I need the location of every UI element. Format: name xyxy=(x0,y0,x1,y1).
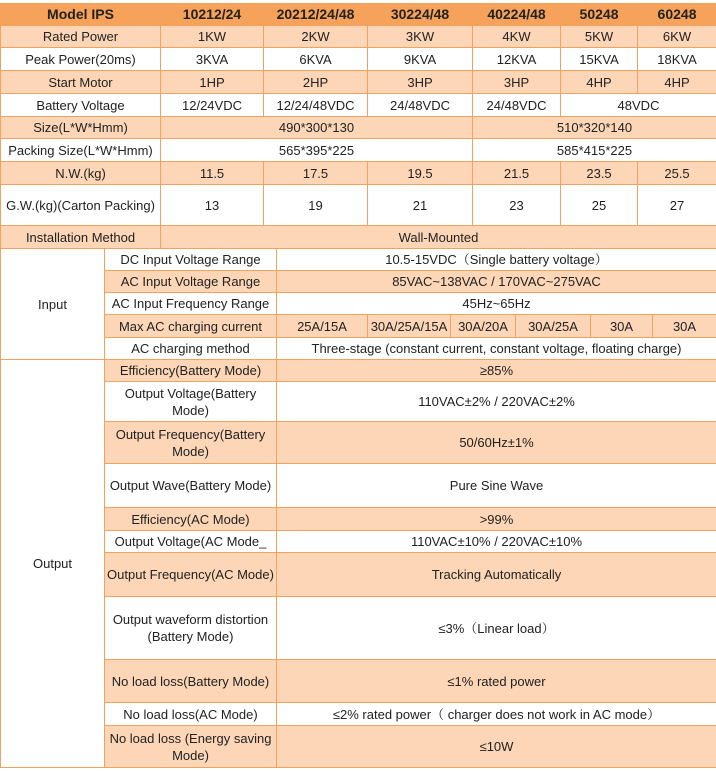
output-param-value: ≤10W xyxy=(277,726,716,768)
spec-value: 4HP xyxy=(638,71,716,94)
input-param-value: Three-stage (constant current, constant voltage, floating charge) xyxy=(277,338,716,360)
output-param-label: Output Frequency(AC Mode) xyxy=(105,553,277,597)
rated-power-row xyxy=(1,26,716,48)
output-row xyxy=(1,464,716,508)
output-param-label: Efficiency(Battery Mode) xyxy=(105,360,277,382)
spec-value: Wall-Mounted xyxy=(161,226,716,249)
spec-value: 585*415*225 xyxy=(473,139,716,162)
input-param-value: 45Hz~65Hz xyxy=(277,293,716,315)
output-row xyxy=(1,703,716,726)
output-row xyxy=(1,726,716,768)
charging-current-value: 30A xyxy=(591,315,653,338)
spec-value: 13 xyxy=(161,185,264,226)
input-param-label: AC Input Frequency Range xyxy=(105,293,277,315)
output-param-value: 110VAC±10% / 220VAC±10% xyxy=(277,531,716,553)
output-param-value: ≤2% rated power（ charger does not work in AC mode） xyxy=(277,703,716,726)
output-param-value: ≤1% rated power xyxy=(277,660,716,703)
spec-value: 12/24VDC xyxy=(161,94,264,117)
model-column-header: 10212/24 xyxy=(161,4,264,26)
spec-value: 19.5 xyxy=(368,162,473,185)
charging-current-value: 25A/15A xyxy=(277,315,368,338)
spec-value: 25.5 xyxy=(638,162,716,185)
input-param-label: AC Input Voltage Range xyxy=(105,271,277,293)
spec-value: 27 xyxy=(638,185,716,226)
row-label: Peak Power(20ms) xyxy=(1,48,161,71)
output-param-value: Tracking Automatically xyxy=(277,553,716,597)
spec-value: 11.5 xyxy=(161,162,264,185)
header-row xyxy=(1,4,716,26)
row-label: Rated Power xyxy=(1,26,161,48)
spec-value: 3KW xyxy=(368,26,473,48)
spec-value: 4KW xyxy=(473,26,561,48)
spec-value: 5KW xyxy=(561,26,638,48)
spec-value: 1KW xyxy=(161,26,264,48)
charging-current-value: 30A xyxy=(653,315,716,338)
output-row xyxy=(1,553,716,597)
model-header: Model IPS xyxy=(1,4,161,26)
spec-value: 9KVA xyxy=(368,48,473,71)
spec-value: 510*320*140 xyxy=(473,117,716,139)
packing_size-row xyxy=(1,139,716,162)
output-param-label: Output Wave(Battery Mode) xyxy=(105,464,277,508)
input-row xyxy=(1,249,716,271)
model-column-header: 30224/48 xyxy=(368,4,473,26)
spec-value: 1HP xyxy=(161,71,264,94)
spec-value: 2HP xyxy=(264,71,368,94)
spec-value: 25 xyxy=(561,185,638,226)
spec-value: 23 xyxy=(473,185,561,226)
spec-table xyxy=(0,3,716,768)
row-label: Battery Voltage xyxy=(1,94,161,117)
output-param-label: No load loss(Battery Mode) xyxy=(105,660,277,703)
row-label: N.W.(kg) xyxy=(1,162,161,185)
row-label: G.W.(kg)(Carton Packing) xyxy=(1,185,161,226)
output-param-value: Pure Sine Wave xyxy=(277,464,716,508)
row-label: Start Motor xyxy=(1,71,161,94)
input-param-label: DC Input Voltage Range xyxy=(105,249,277,271)
spec-value: 2KW xyxy=(264,26,368,48)
spec-value: 490*300*130 xyxy=(161,117,473,139)
charging-current-value: 30A/20A xyxy=(451,315,516,338)
spec-value: 4HP xyxy=(561,71,638,94)
spec-value: 24/48VDC xyxy=(473,94,561,117)
row-label: Size(L*W*Hmm) xyxy=(1,117,161,139)
input-section-label: Input xyxy=(1,249,105,360)
input-param-value: 10.5-15VDC（Single battery voltage） xyxy=(277,249,716,271)
output-param-value: 110VAC±2% / 220VAC±2% xyxy=(277,382,716,422)
output-row xyxy=(1,660,716,703)
installation-row xyxy=(1,226,716,249)
spec-value: 3HP xyxy=(473,71,561,94)
input-param-value: 85VAC~138VAC / 170VAC~275VAC xyxy=(277,271,716,293)
output-row xyxy=(1,422,716,464)
output-row xyxy=(1,508,716,531)
spec-value: 6KVA xyxy=(264,48,368,71)
output-param-label: Output Frequency(Battery Mode) xyxy=(105,422,277,464)
charging-current-value: 30A/25A/15A xyxy=(368,315,451,338)
output-param-value: 50/60Hz±1% xyxy=(277,422,716,464)
input-row xyxy=(1,271,716,293)
output-row xyxy=(1,360,716,382)
input-row xyxy=(1,293,716,315)
output-param-label: No load loss (Energy saving Mode) xyxy=(105,726,277,768)
peak-power-row xyxy=(1,48,716,71)
output-param-label: No load loss(AC Mode) xyxy=(105,703,277,726)
spec-value: 15KVA xyxy=(561,48,638,71)
size-row xyxy=(1,117,716,139)
spec-value: 565*395*225 xyxy=(161,139,473,162)
spec-value: 17.5 xyxy=(264,162,368,185)
model-column-header: 60248 xyxy=(638,4,716,26)
battery-voltage-row xyxy=(1,94,716,117)
input-param-label: AC charging method xyxy=(105,338,277,360)
model-column-header: 40224/48 xyxy=(473,4,561,26)
input-row xyxy=(1,315,716,338)
output-param-label: Output waveform distortion (Battery Mode) xyxy=(105,597,277,660)
spec-value: 21.5 xyxy=(473,162,561,185)
spec-value: 12KVA xyxy=(473,48,561,71)
output-row xyxy=(1,382,716,422)
start-motor-row xyxy=(1,71,716,94)
spec-value: 23.5 xyxy=(561,162,638,185)
output-param-value: >99% xyxy=(277,508,716,531)
spec-value: 12/24/48VDC xyxy=(264,94,368,117)
gw-row xyxy=(1,185,716,226)
output-param-label: Efficiency(AC Mode) xyxy=(105,508,277,531)
output-param-value: ≥85% xyxy=(277,360,716,382)
output-param-label: Output Voltage(AC Mode_ xyxy=(105,531,277,553)
row-label: Installation Method xyxy=(1,226,161,249)
spec-value: 21 xyxy=(368,185,473,226)
spec-value: 3KVA xyxy=(161,48,264,71)
nw-row xyxy=(1,162,716,185)
spec-value: 24/48VDC xyxy=(368,94,473,117)
output-param-label: Output Voltage(Battery Mode) xyxy=(105,382,277,422)
model-column-header: 20212/24/48 xyxy=(264,4,368,26)
model-column-header: 50248 xyxy=(561,4,638,26)
spec-value: 19 xyxy=(264,185,368,226)
spec-value: 18KVA xyxy=(638,48,716,71)
output-section-label: Output xyxy=(1,360,105,768)
row-label: Packing Size(L*W*Hmm) xyxy=(1,139,161,162)
spec-value: 3HP xyxy=(368,71,473,94)
output-row xyxy=(1,531,716,553)
output-row xyxy=(1,597,716,660)
input-param-label: Max AC charging current xyxy=(105,315,277,338)
spec-value: 48VDC xyxy=(561,94,716,117)
input-row xyxy=(1,338,716,360)
output-param-value: ≤3%（Linear load） xyxy=(277,597,716,660)
charging-current-value: 30A/25A xyxy=(516,315,591,338)
spec-value: 6KW xyxy=(638,26,716,48)
